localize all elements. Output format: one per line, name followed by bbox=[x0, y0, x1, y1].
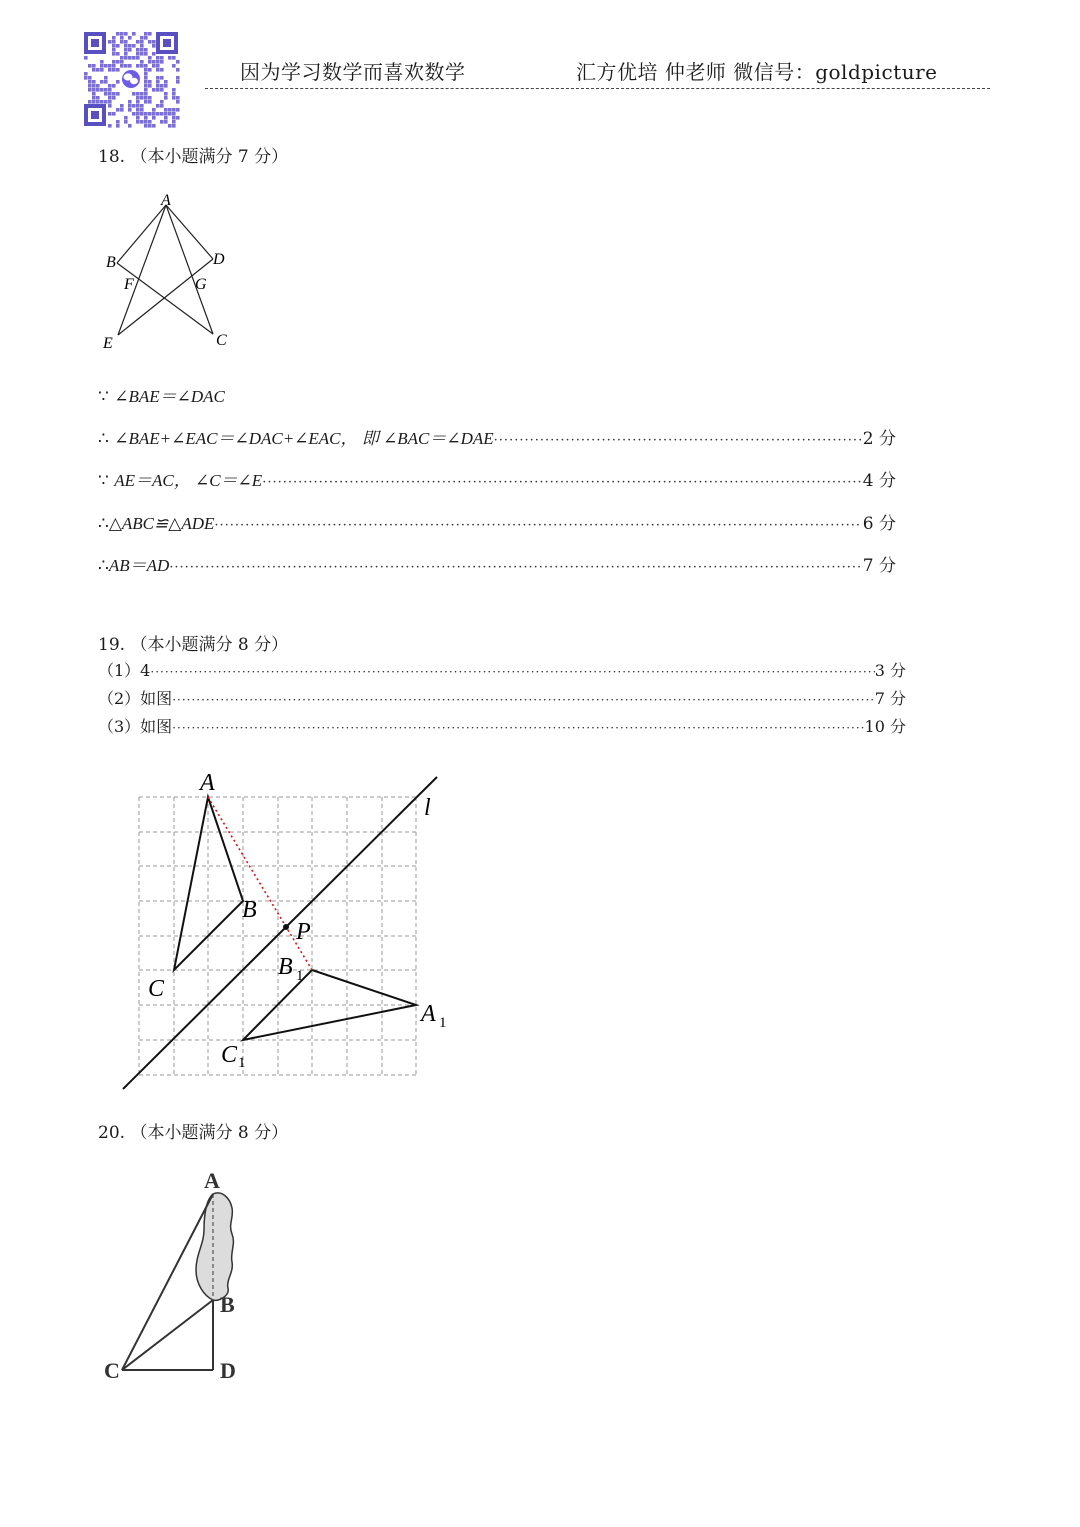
q20-label-b: B bbox=[220, 1292, 235, 1317]
q20-title: 20. （本小题满分 8 分） bbox=[98, 1123, 289, 1143]
q18-label-e: E bbox=[103, 335, 113, 352]
q20-label-a: A bbox=[204, 1168, 220, 1193]
q18-step-4: ∴△ABC≌△ADE ····· 6 分 bbox=[98, 509, 896, 533]
q18-label-g: G bbox=[195, 276, 207, 293]
q19-label-c1-sub: 1 bbox=[238, 1055, 246, 1071]
q18-step-2: ∴ ∠BAE+∠EAC＝∠DAC+∠EAC， 即 ∠BAC＝∠DAE ····· 2 分 bbox=[98, 424, 896, 448]
q20-label-d: D bbox=[220, 1358, 236, 1383]
q18-step-1: ∵ ∠BAE＝∠DAC bbox=[98, 387, 225, 407]
q19-grid-figure bbox=[115, 765, 460, 1095]
q18-title: 18. （本小题满分 7 分） bbox=[98, 147, 289, 167]
q18-step-5: ∴AB＝AD ····· 7 分 bbox=[98, 551, 896, 575]
q19-label-a1-sub: 1 bbox=[439, 1015, 447, 1031]
q19-answer-3: （3）如图 ····· 10 分 bbox=[98, 714, 906, 736]
q19-label-c1: C bbox=[221, 1042, 238, 1068]
q19-label-a: A bbox=[200, 770, 215, 796]
q19-answer-2: （2）如图 ····· 7 分 bbox=[98, 686, 906, 708]
q19-label-a1: A bbox=[421, 1001, 436, 1027]
q18-figure bbox=[100, 188, 240, 358]
header-contact: 汇方优培 仲老师 微信号：goldpicture bbox=[576, 60, 938, 84]
header-slogan: 因为学习数学而喜欢数学 bbox=[240, 60, 466, 84]
q20-label-c: C bbox=[104, 1358, 120, 1383]
q18-label-b: B bbox=[106, 254, 116, 271]
q19-label-b1-sub: 1 bbox=[296, 968, 304, 984]
q19-answer-1: （1）4 ····· 3 分 bbox=[98, 658, 906, 680]
q18-step-3: ∵ AE＝AC， ∠C＝∠E ····· 4 分 bbox=[98, 466, 896, 490]
q18-label-c: C bbox=[216, 332, 227, 349]
wechat-qr-code bbox=[82, 30, 180, 128]
q19-label-line-l: l bbox=[424, 795, 431, 821]
q20-figure bbox=[100, 1162, 260, 1392]
q19-label-b1: B bbox=[278, 954, 293, 980]
header-divider bbox=[205, 88, 990, 89]
q19-title: 19. （本小题满分 8 分） bbox=[98, 635, 289, 655]
q19-label-b: B bbox=[242, 897, 257, 923]
q19-label-p: P bbox=[296, 919, 311, 945]
q18-label-f: F bbox=[124, 276, 134, 293]
q19-label-c: C bbox=[148, 976, 165, 1002]
q18-label-a: A bbox=[161, 192, 171, 209]
q18-label-d: D bbox=[213, 251, 225, 268]
